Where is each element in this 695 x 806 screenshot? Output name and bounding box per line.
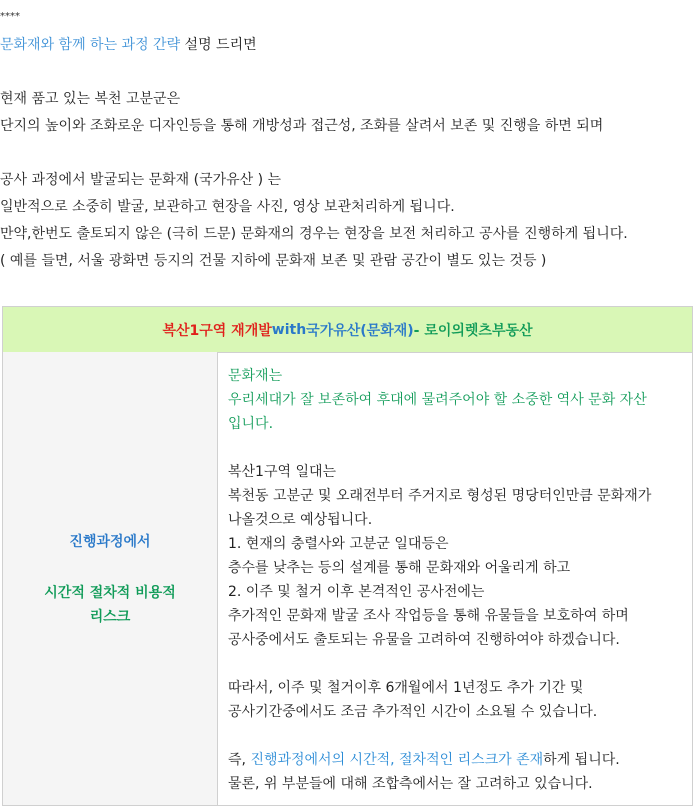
right-line: 복산1구역 일대는	[228, 464, 337, 480]
intro-line-2: 현재 품고 있는 복천 고분군은	[0, 91, 181, 107]
header-project-name: 복산1구역 재개발	[162, 322, 272, 339]
right-line: 복천동 고분군 및 오래전부터 주거지로 형성된 명당터인만큼 문화재가	[228, 488, 652, 504]
header-author: - 로이의렛츠부동산	[413, 322, 533, 339]
right-line: 1. 현재의 충렬사와 고분군 일대등은	[228, 536, 449, 552]
right-line: 입니다.	[228, 416, 274, 432]
right-line: 나올것으로 예상됩니다.	[228, 512, 373, 528]
right-line: 공사중에서도 출토되는 유물을 고려하여 진행하여야 하겠습니다.	[228, 632, 620, 648]
intro-line-7: ( 예를 들면, 서울 광화면 등지의 건물 지하에 문화재 보존 및 관람 공간이 별도 있는 것등 )	[0, 253, 547, 269]
stars-marker: ****	[0, 11, 20, 22]
info-table	[2, 306, 693, 806]
summary-highlight: 진행과정에서의 시간적, 절차적인 리스크가 존재	[250, 752, 544, 768]
intro-line-5: 일반적으로 소중히 발굴, 보관하고 현장을 사진, 영상 보관처리하게 됩니다.	[0, 199, 455, 215]
table-left-cell	[3, 352, 218, 805]
right-line: 추가적인 문화재 발굴 조사 작업등을 통해 유물들을 보호하여 하며	[228, 608, 629, 624]
intro-line-1-highlight: 문화재와 함께 하는 과정 간략	[0, 37, 181, 53]
intro-line-1	[0, 36, 257, 54]
intro-line-6: 만약,한번도 출토되지 않은 (극히 드문) 문화재의 경우는 현장을 보전 처리하고 공사를 진행하게 됩니다.	[0, 226, 628, 242]
left-label-risk-2: 리스크	[89, 609, 131, 625]
table-right-cell	[218, 352, 692, 805]
header-heritage: 국가유산(문화재)	[306, 322, 414, 339]
right-line: 문화재는	[228, 368, 283, 384]
summary-prefix: 즉,	[228, 752, 251, 768]
intro-line-4: 공사 과정에서 발굴되는 문화재 (국가유산 ) 는	[0, 172, 282, 188]
right-line: 층수를 낮추는 등의 설계를 통해 문화재와 어울리게 하고	[228, 560, 571, 576]
right-line: 공사기간중에서도 조금 추가적인 시간이 소요될 수 있습니다.	[228, 704, 598, 720]
left-label-risk-1: 시간적 절차적 비용적	[44, 585, 176, 601]
right-line: 물론, 위 부분들에 대해 조합측에서는 잘 고려하고 있습니다.	[228, 776, 593, 792]
intro-line-3: 단지의 높이와 조화로운 디자인등을 통해 개방성과 접근성, 조화를 살려서 보존 및 진행을 하면 되며	[0, 118, 604, 134]
header-with: with	[271, 321, 307, 338]
right-line-summary	[228, 748, 620, 772]
right-line: 따라서, 이주 및 철거이후 6개월에서 1년정도 추가 기간 및	[228, 680, 584, 696]
right-line: 2. 이주 및 철거 이후 본격적인 공사전에는	[228, 584, 485, 600]
intro-line-1-rest: 설명 드리면	[180, 37, 257, 53]
table-header	[3, 307, 692, 353]
right-line: 우리세대가 잘 보존하여 후대에 물려주어야 할 소중한 역사 문화 자산	[228, 392, 647, 408]
left-label-process: 진행과정에서	[69, 534, 151, 550]
summary-suffix: 하게 됩니다.	[543, 752, 620, 768]
